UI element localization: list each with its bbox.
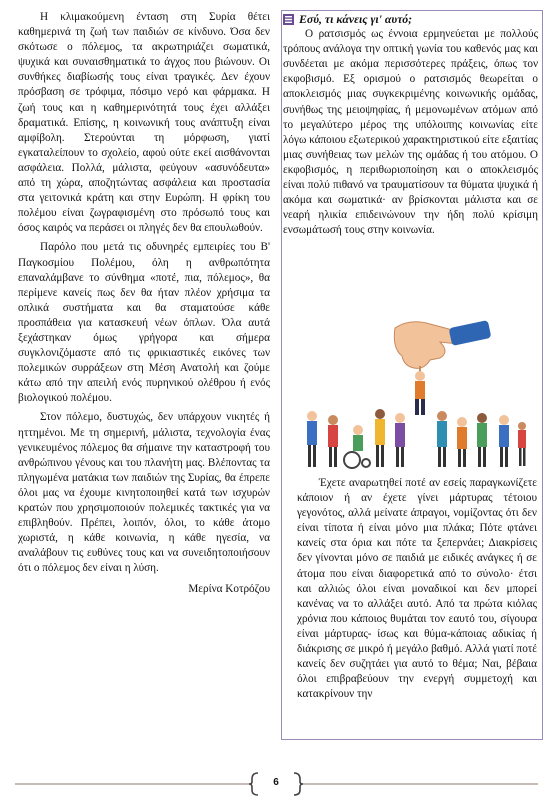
article-heading [283,12,538,27]
paragraph: Η κλιμακούμενη ένταση στη Συρία θέτει καθημερινά τη ζωή των παιδιών σε κίνδυνο. Όσα δεν σκότωσε ο πόλεμος, τα ακρωτηριάζει σωματικά, ψυχικά και συναισθηματικά το άγχος που βιώνουν. Οι συνθήκες διαβίωσής τους είναι τραγικές. Δεν έχουν πρόσβαση σε τρόφιμα, πόσιμο νερό και φάρμακα. Η ζωή τους και η καθημερινότητά τους έχει αλλάξει δραματικά. Επίσης, η κοινωνική τους ανάπτυξη είναι αμφίβολη. Στερούνται τη μόρφωση, γιατί εγκαταλείπουν το σχολείο, αφού ούτε εκεί αισθάνονται ασφάλεια. Πολλά, μάλιστα, φεύγουν «ασυνόδευτα» από τη χώρα, αποζητώντας ασφάλεια και προστασία στα γειτονικά κράτη και στην Ευρώπη. Η φρίκη του πολέμου είναι ζωγραφισμένη στο πρόσωπό τους και όσος καιρός να περάσει οι πληγές δεν θα επουλωθούν. [18,11,270,235]
right-column-continued [297,476,537,702]
illustration-hand-lifting-person [300,318,530,474]
paragraph: Στον πόλεμο, δυστυχώς, δεν υπάρχουν νικητές ή ηττημένοι. Με τη σημερινή, μάλιστα, τεχνολογία ένας γενικευμένος πόλεμος θα σήμαινε την καταστροφή του ανθρώπινου γένους και του πλανήτη μας. Βλέποντας τα πληγωμένα ματάκια των παιδιών της Συρίας, θα έπρεπε όλοι μας να έχουμε κινητοποιηθεί κατά των ισχυρών κρατών που χρησιμοποιούν πολεμικές τακτικές για να επιβληθούν. Πρέπει, λοιπόν, όλοι, το κάθε άτομο χωριστά, η κάθε κοινωνία, η κάθε ηγεσία, να αναλάβουν τις ευθύνες τους και να συνειδητοποιήσουν ότι ο πόλεμος δεν είναι η λύση. [18,411,270,575]
paragraph: Έχετε αναρωτηθεί ποτέ αν εσείς παραγκωνίζετε κάποιον ή αν έχετε γίνει μάρτυρας τέτοιου γεγονότος, αλλά μείνατε άπραγοι, νομίζοντας ότι δεν είναι τίποτα ή είναι μόνο μια πλάκα; Πότε φτάνει κανείς στα όρια και πότε τα ξεπερνάει; Διακρίσεις δεν γίνονται μόνο σε παιδιά με ειδικές ανάγκες ή σε άτομα που είναι διαφορετικά από το σύνολο· έτσι και αλλιώς όλοι είναι μοναδικοί και δεν μπορεί κανένας να το αλλάξει αυτό. Από τα πρώτα κιόλας χρόνια που κάποιος θυμάται τον εαυτό του, σίγουρα είναι μάρτυρας- ίσως και θύμα-κάποιας αδικίας ή διάκρισης σε μικρό ή μεγάλο βαθμό. Αλλά γιατί ποτέ κανείς δεν συζητάει για αυτό το θέμα; Ναι, βέβαια όλοι επιβραβεύουν την ενεργή συμμετοχή και κατακρίνουν την [297,477,537,701]
author-signature: Μερίνα Κοτρόζου [188,583,270,596]
paragraph: Ο ρατσισμός ως έννοια ερμηνεύεται με πολλούς τρόπους ανάλογα την οπτική γωνία του καθενός μας και συνδέεται με ακόμα περισσότερες πράξεις, όπως τον εκφοβισμό. Εξ ορισμού ο ρατσισμός θεωρείται ο αποκλεισμός μιας συγκεκριμένης κοινωνικής ομάδας, συνήθως της μειοψηφίας, ή μεμονωμένων ατόμων από το μεγαλύτερο μέρος της υπόλοιπης κοινωνίας είτε λόγω κάποιου εξωτερικού χαρακτηριστικού είτε εξαιτίας μιας συνήθειας των μελών της ομάδας ή του ατόμου. Ο εκφοβισμός, η περιθωριοποίηση και ο αποκλεισμός είναι πολύ πιθανό να τραυματίσουν τα θύματα ψυχικά ή ακόμα και σωματικά· αν βρίσκονται μάλιστα και σε νεαρή ηλικία επιδεινώνουν την ήδη πολύ κρίσιμη ενσωμάτωσή τους στην κοινωνία. [283,28,538,237]
left-column [18,10,270,598]
bookmark-icon [283,14,294,25]
page-number: 6 [273,777,279,788]
right-column [283,12,538,238]
heading-text: Εσύ, τι κάνεις γι' αυτό; [299,12,413,26]
paragraph: Παρόλο που μετά τις οδυνηρές εμπειρίες του Β' Παγκοσμίου Πολέμου, όλη η ανθρωπότητα επαναλάμβανε το σύνθημα «ποτέ, πια, πόλεμος», θα περίμενε κανείς πως δεν θα ήταν πλέον χρήσιμα τα οπλικά συστήματα και θα σταματούσε κάθε προσπάθεια για κατασκευή νέων όπλων. Όλα αυτά ξεχάστηκαν όμως γρήγορα και σήμερα συγκλονιζόμαστε από τις φρικιαστικές εικόνες των πολεμικών συρράξεων στη Μέση Ανατολή και ζούμε κάτω από την απειλή ενός πυρηνικού ολέθρου ή ενός βιολογικού πολέμου. [18,241,270,405]
